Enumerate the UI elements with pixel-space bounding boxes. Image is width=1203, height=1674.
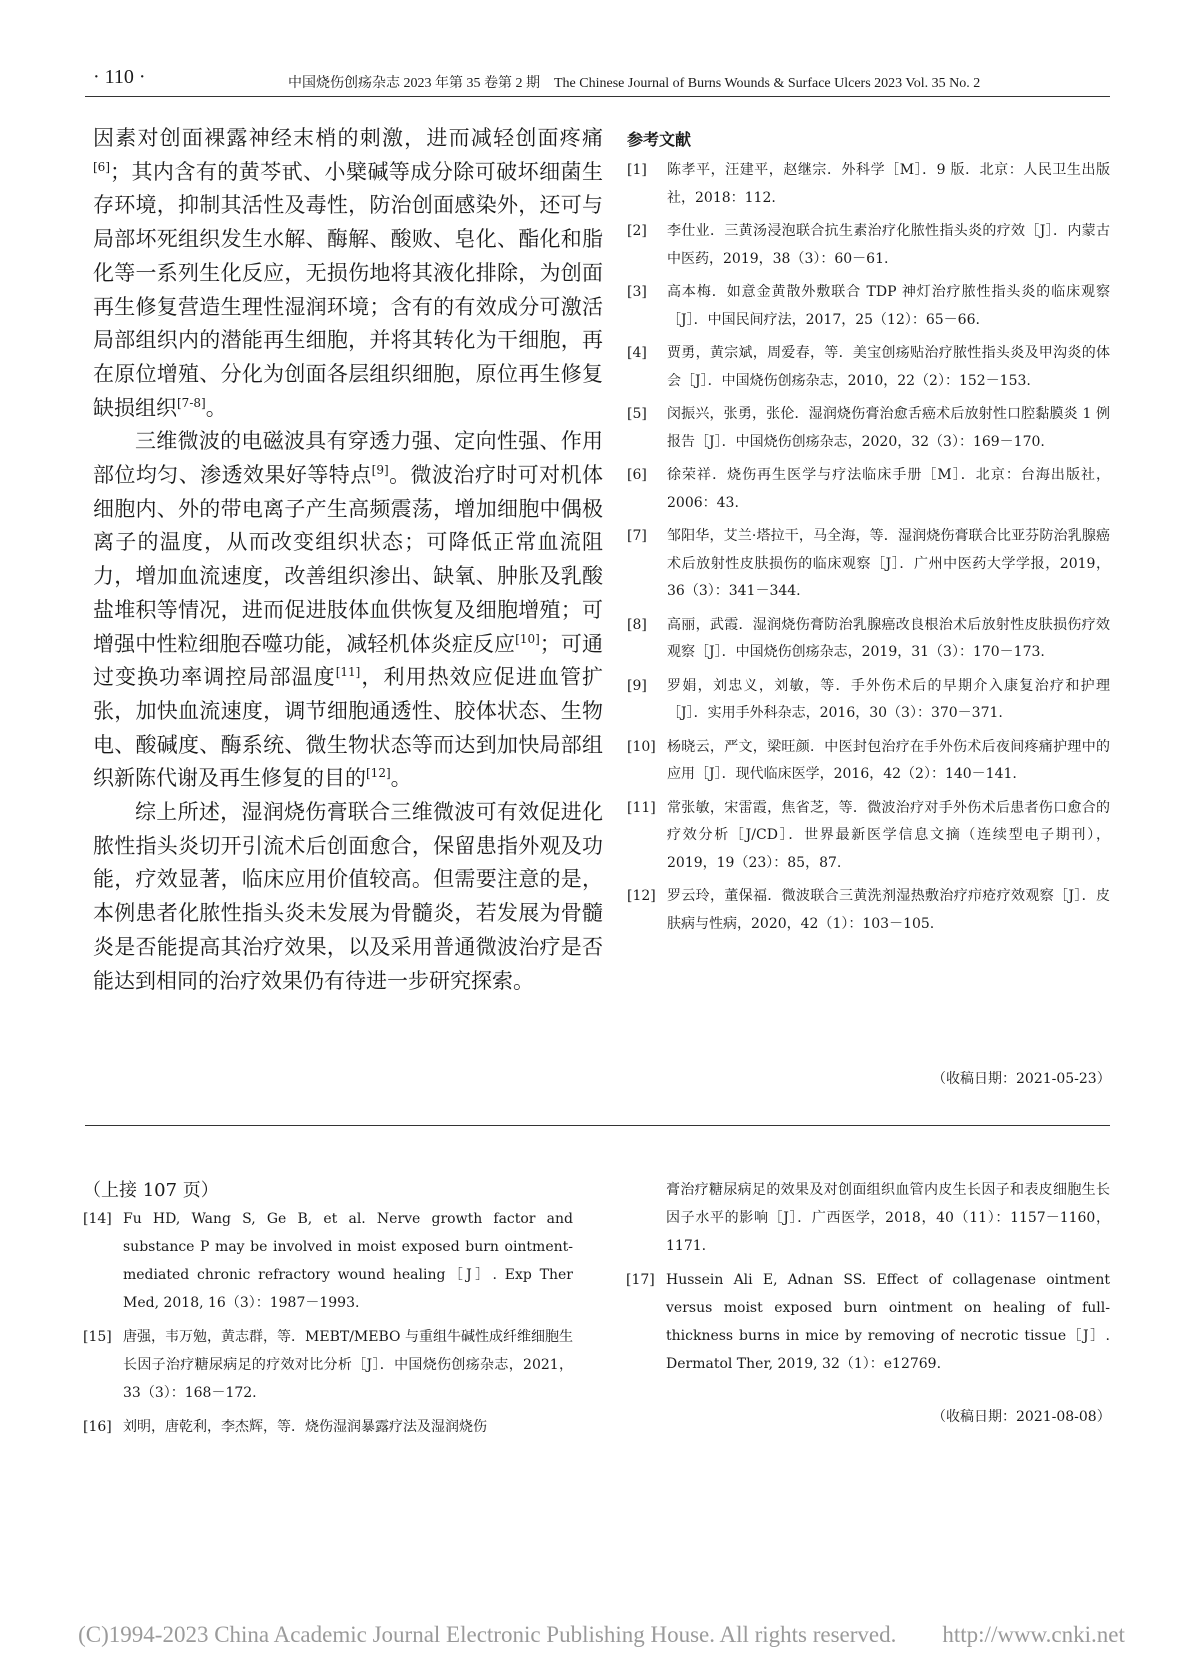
paragraph-2: 三维微波的电磁波具有穿透力强、定向性强、作用部位均匀、渗透效果好等特点[9]。微波治疗时可对机体细胞内、外的带电离子产生高频震荡，增加细胞中偶极离子的温度，从而改变组织状态；可降低正常血流阻力，增加血流速度，改善组织渗出、缺氧、肿胀及乳酸盐堆积等情况，进而促进肢体血供恢复及细胞增殖；可增强中性粒细胞吞噬功能，减轻机体炎症反应[10]；可通过变换功率调控局部温度[11]，利用热效应促进血管扩张，加快血流速度，调节细胞通透性、胶体状态、生物电、酸碱度、酶系统、微生物状态等而达到加快局部组织新陈代谢及再生修复的目的[12]。 (93, 429, 604, 791)
paragraph-3: 综上所述，湿润烧伤膏联合三维微波可有效促进化脓性指头炎切开引流术后创面愈合，保留患指外观及功能，疗效显著，临床应用价值较高。但需要注意的是，本例患者化脓性指头炎未发展为骨髓炎，若发展为骨髓炎是否能提高其治疗效果，以及采用普通微波治疗是否能达到相同的治疗效果仍有待进一步研究探索。 (93, 800, 603, 993)
reference-item: [6] 徐荣祥．烧伤再生医学与疗法临床手册［M］．北京：台海出版社，2006：43. (627, 467, 1110, 511)
reference-continuation: 膏治疗糖尿病足的效果及对创面组织血管内皮生长因子和表皮细胞生长因子水平的影响［J］．广西医学，2018，40（11）：1157－1160，1171. (666, 1182, 1110, 1254)
reference-item: [5] 闵振兴，张勇，张伦．湿润烧伤膏治愈舌癌术后放射性口腔黏膜炎 1 例报告［J］．中国烧伤创疡杂志，2020，32（3）：169－170. (627, 406, 1110, 450)
copyright-footer: (C)1994-2023 China Academic Journal Electronic Publishing House. All rights reserved. http://www.cnki.net (78, 1622, 1125, 1647)
reference-item: [4] 贾勇，黄宗斌，周爱春，等．美宝创疡贴治疗脓性指头炎及甲沟炎的体会［J］．中国烧伤创疡杂志，2010，22（2）：152－153. (627, 345, 1110, 389)
reference-item: [14] Fu HD, Wang S, Ge B, et al. Nerve growth factor and substance P may be involved in moist exposed burn ointment-mediated chronic refractory wound healing［J］. Exp Ther Med, 2018, 16（3）：1987－1993. (83, 1211, 573, 1311)
reference-item: [9] 罗娟，刘忠义，刘敏，等．手外伤术后的早期介入康复治疗和护理［J］．实用手外科杂志，2016，30（3）：370－371. (627, 677, 1110, 721)
header-rule (85, 96, 1110, 97)
section-divider (85, 1125, 1110, 1126)
reference-item: [2] 李仕业．三黄汤浸泡联合抗生素治疗化脓性指头炎的疗效［J］．内蒙古中医药，2019，38（3）：60－61. (627, 223, 1110, 267)
reference-item: [12] 罗云玲，董保福．微波联合三黄洗剂湿热敷治疗疖疮疗效观察［J］．皮肤病与性病，2020，42（1）：103－105. (627, 888, 1110, 932)
citation: [11] (335, 665, 361, 680)
reference-item: [16] 刘明，唐乾利，李杰辉，等．烧伤湿润暴露疗法及湿润烧伤 (83, 1419, 487, 1435)
reference-item: [10] 杨晓云，严文，梁旺颜．中医封包治疗在手外伤术后夜间疼痛护理中的应用［J］．现代临床医学，2016，42（2）：140－141. (627, 738, 1110, 782)
paragraph-1: 因素对创面裸露神经末梢的刺激，进而减轻创面疼痛[6]；其内含有的黄芩甙、小檗碱等成分除可破坏细菌生存环境，抑制其活性及毒性，防治创面感染外，还可与局部坏死组织发生水解、酶解、酸败、皂化、酯化和脂化等一系列生化反应，无损伤地将其液化排除，为创面再生修复营造生理性湿润环境；含有的有效成分可激活局部组织内的潜能再生细胞，并将其转化为干细胞，再在原位增殖、分化为创面各层组织细胞，原位再生修复缺损组织[7-8]。 (93, 126, 603, 420)
running-header: 中国烧伤创疡杂志 2023 年第 35 卷第 2 期 The Chinese Journal of Burns Wounds & Surface Ulcers 2023 Vol. 35 No. 2 (288, 76, 981, 91)
reference-item: [15] 唐强，韦万勉，黄志群，等．MEBT/MEBO 与重组牛碱性成纤维细胞生长因子治疗糖尿病足的疗效对比分析［J］．中国烧伤创疡杂志，2021，33（3）：168－172. (83, 1329, 573, 1401)
citation: [9] (371, 463, 389, 478)
reference-item: [7] 邹阳华，艾兰·塔拉干，马全海，等．湿润烧伤膏联合比亚芬防治乳腺癌术后放射性皮肤损伤的临床观察［J］．广州中医药大学学报，2019，36（3）：341－344. (627, 528, 1110, 599)
citation: [12] (366, 766, 391, 781)
reference-item: [8] 高丽，武霞．湿润烧伤膏防治乳腺癌改良根治术后放射性皮肤损伤疗效观察［J］．中国烧伤创疡杂志，2019，31（3）：170－173. (627, 616, 1110, 660)
citation: [7-8] (177, 395, 206, 410)
continued-heading: （上接 107 页） (83, 1180, 219, 1201)
citation: [10] (515, 631, 540, 646)
received-date: （收稿日期：2021-08-08） (932, 1409, 1111, 1425)
received-date: （收稿日期：2021-05-23） (932, 1071, 1111, 1087)
continued-references-left (83, 1205, 573, 1447)
continued-references-right (626, 1176, 1110, 1384)
references-list (627, 157, 1110, 944)
reference-item: [1] 陈孝平，汪建平，赵继宗．外科学［M］．9 版．北京：人民卫生出版社，2018：112. (627, 162, 1110, 206)
page-number: · 110 · (93, 66, 146, 88)
references-heading: 参考文献 (627, 130, 692, 149)
citation: [6] (93, 159, 110, 174)
body-text-column (93, 122, 603, 998)
reference-item: [11] 常张敏，宋雷霞，焦省芝，等．微波治疗对手外伤术后患者伤口愈合的疗效分析［J/CD］．世界最新医学信息文摘（连续型电子期刊），2019，19（23）：85，87. (627, 799, 1110, 871)
reference-item: [17] Hussein Ali E, Adnan SS. Effect of collagenase ointment versus moist exposed burn ointment on healing of full-thickness burns in mice by removing of necrotic tissue［J］. Dermatol Ther, 2019, 32（1）：e12769. (626, 1272, 1110, 1372)
reference-item: [3] 高本梅．如意金黄散外敷联合 TDP 神灯治疗脓性指头炎的临床观察［J］．中国民间疗法，2017，25（12）：65－66. (627, 284, 1110, 328)
